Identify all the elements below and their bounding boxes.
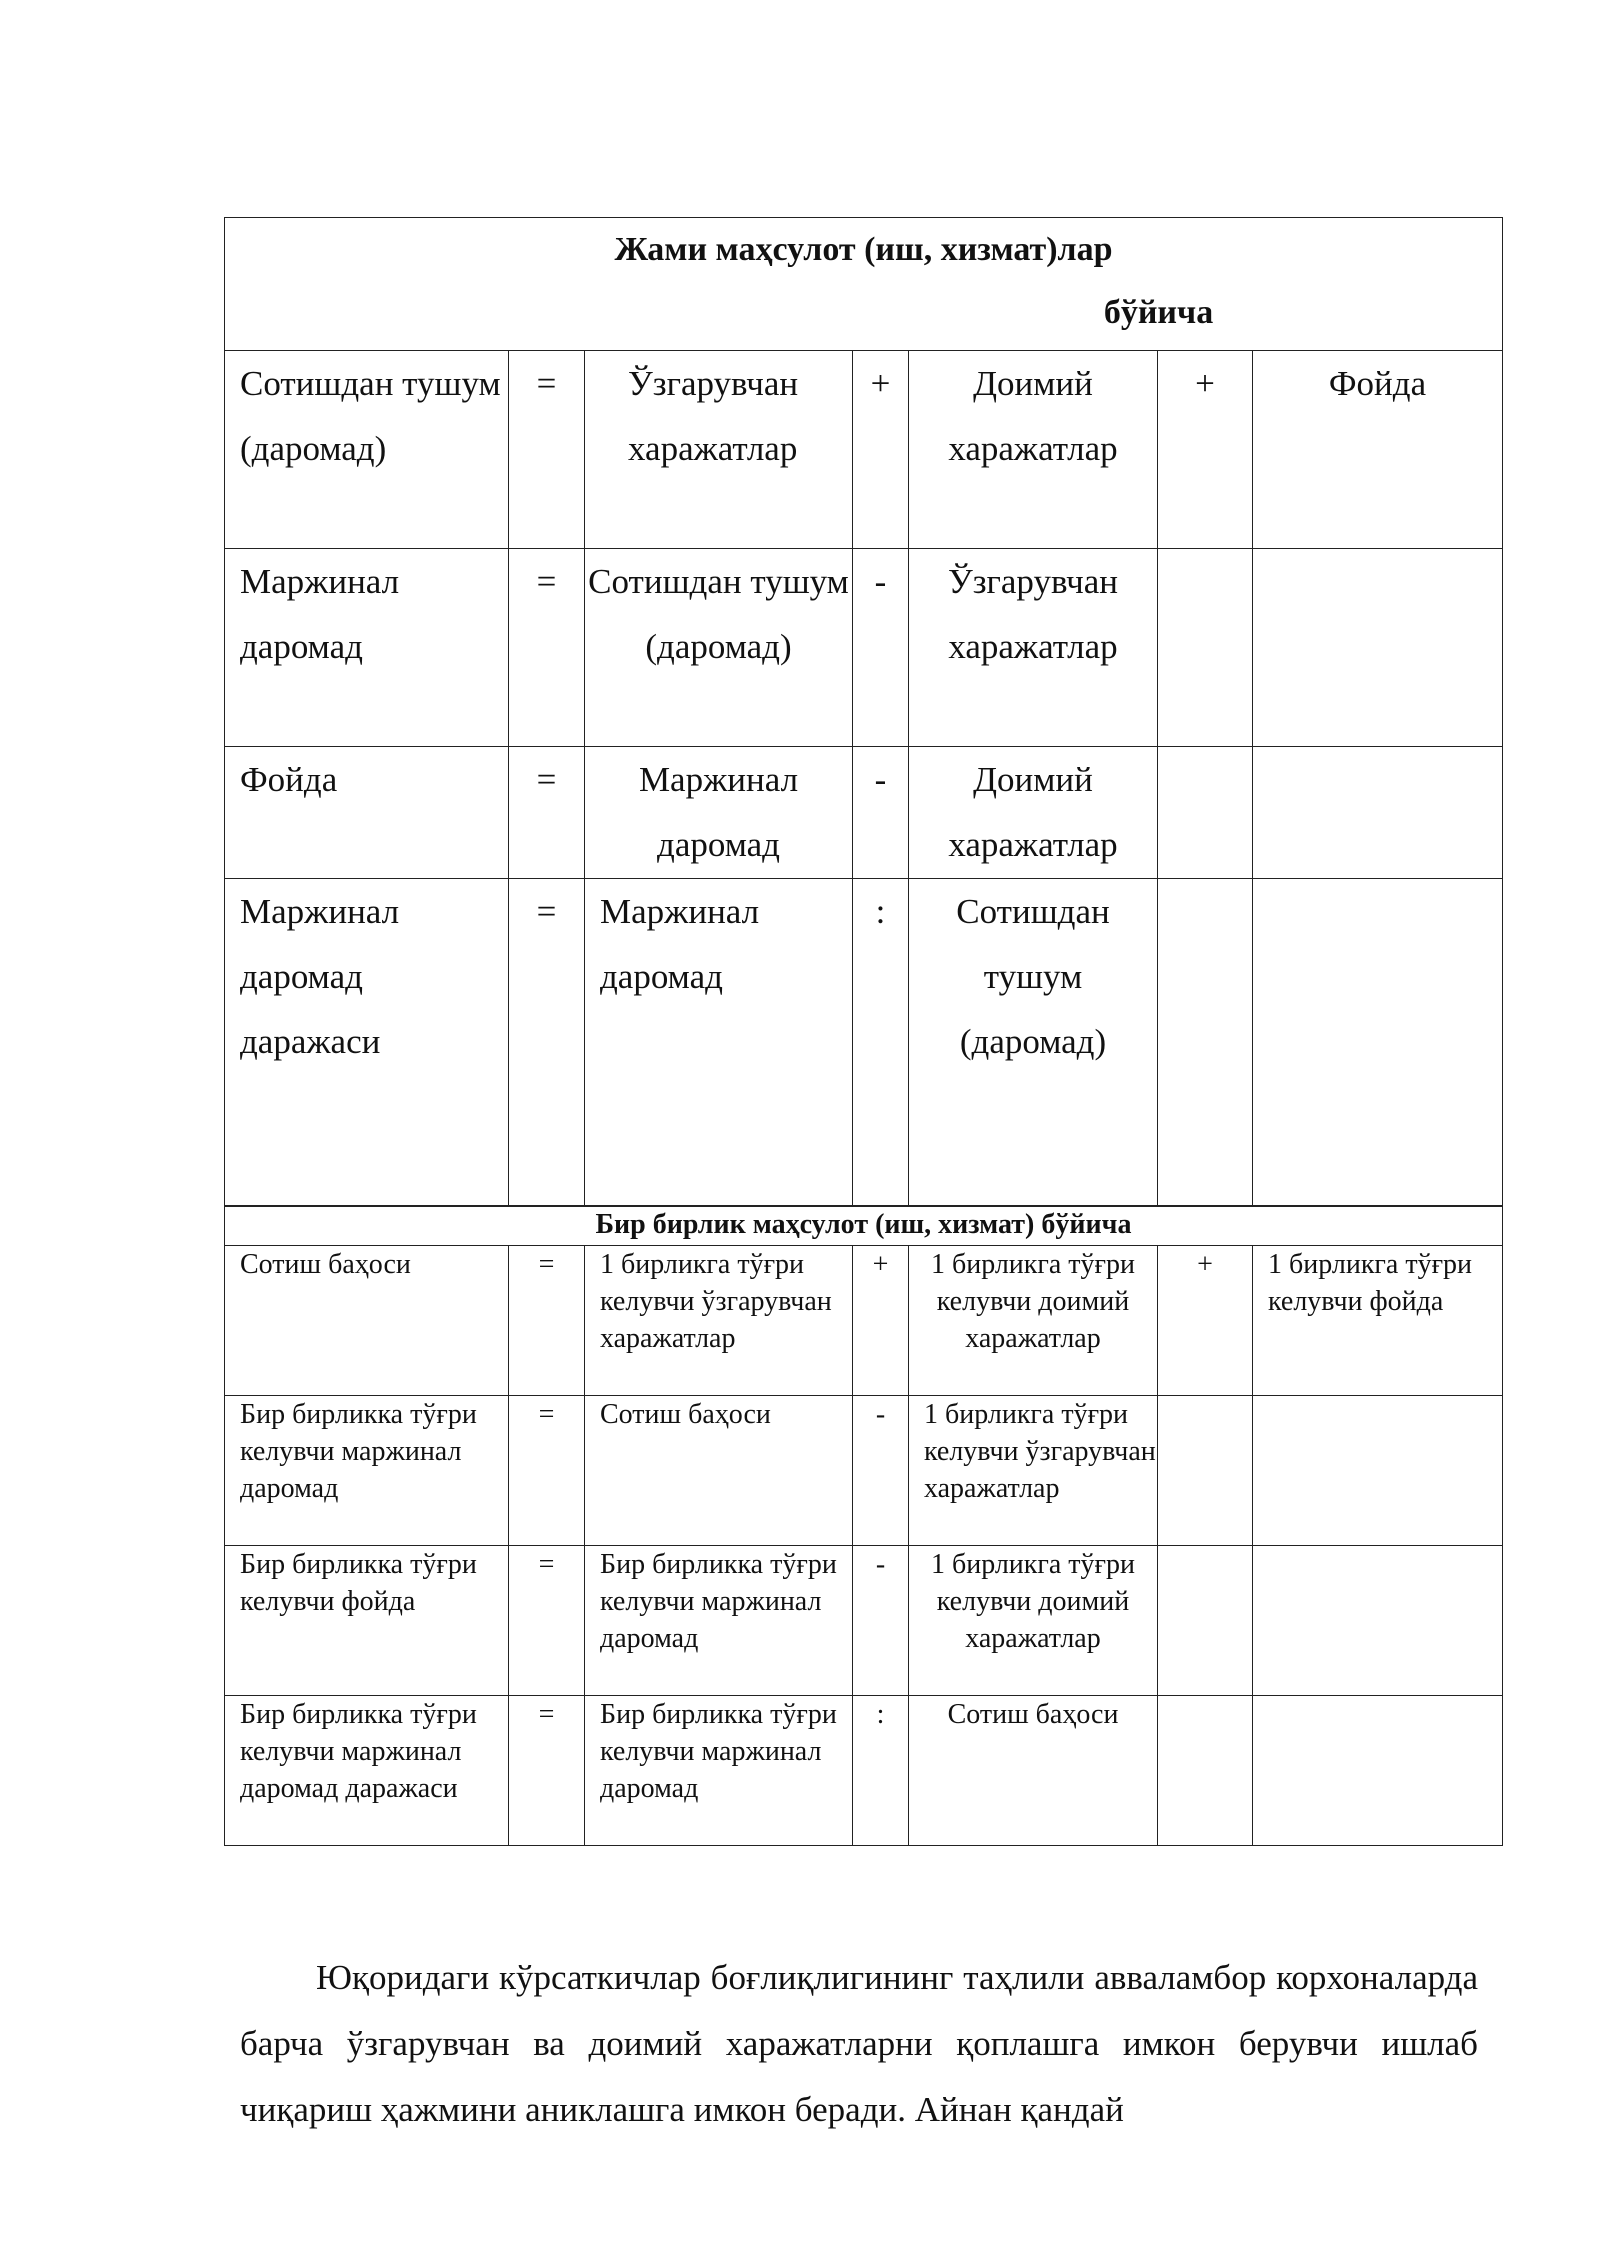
formula-term [1253,1396,1503,1546]
formula-operator: : [853,1696,909,1846]
formula-term: Бир бирликка тўғри келувчи маржинал даромад [585,1696,853,1846]
formula-term: Ўзгарувчан харажатлар [909,549,1158,747]
totals-table-title [225,218,1503,351]
formula-term: Сотиш баҳоси [909,1696,1158,1846]
formula-operator: = [509,1396,585,1546]
formula-term: Фойда [1253,351,1503,549]
formula-operator: - [853,1546,909,1696]
formula-operator: = [509,879,585,1207]
formula-operator: = [509,1696,585,1846]
formula-term: Бир бирликка тўғри келувчи фойда [225,1546,509,1696]
formula-operator: + [1158,1246,1253,1396]
formula-operator: + [1158,351,1253,549]
formula-term: 1 бирликга тўғри келувчи фойда [1253,1246,1503,1396]
formula-term: Фойда [225,747,509,879]
formula-term [1253,879,1503,1207]
formula-term: Доимий харажатлар [909,351,1158,549]
formula-operator: = [509,351,585,549]
formula-term: Сотишдан тушум (даромад) [225,351,509,549]
table-row [225,879,1503,1207]
formula-term: 1 бирликга тўғри келувчи ўзгарувчан харажатлар [585,1246,853,1396]
formula-term: Маржинал даромад [585,879,853,1207]
formula-operator [1158,549,1253,747]
formula-term: Бир бирликка тўғри келувчи маржинал даромад [585,1546,853,1696]
totals-table-title-line1: Жами маҳсулот (иш, хизмат)лар [614,231,1113,268]
formula-operator: - [853,549,909,747]
formula-operator: : [853,879,909,1207]
formula-operator: + [853,351,909,549]
formula-term: Сотишдан тушум (даромад) [585,549,853,747]
per-unit-formula-table [224,1205,1503,1846]
formula-operator: = [509,1546,585,1696]
table-row [225,351,1503,549]
body-paragraph: Юқоридаги кўрсаткичлар боғлиқлигининг таҳлили авваламбор корхоналарда барча ўзгарувчан ва доимий харажатларни қоплашга имкон берувчи ишлаб чиқариш ҳажмини аниклашга имкон беради. Айнан қандай [240,1958,1478,2129]
totals-table-title-line2: бўйича [1103,294,1214,331]
table-row [225,1546,1503,1696]
formula-term: Маржинал даромад [225,549,509,747]
formula-term: Ўзгарувчан харажатлар [585,351,853,549]
per-unit-table-title: Бир бирлик маҳсулот (иш, хизмат) бўйича [225,1206,1503,1246]
table-row [225,549,1503,747]
formula-operator: - [853,747,909,879]
formula-term: Бир бирликка тўғри келувчи маржинал даромад даражаси [225,1696,509,1846]
formula-term: Доимий харажатлар [909,747,1158,879]
totals-formula-table [224,217,1503,1207]
formula-term: 1 бирликга тўғри келувчи доимий харажатлар [909,1246,1158,1396]
table-row [225,1246,1503,1396]
formula-term: Маржинал даромад [585,747,853,879]
formula-operator [1158,1396,1253,1546]
formula-operator [1158,879,1253,1207]
formula-operator: = [509,1246,585,1396]
formula-term [1253,1546,1503,1696]
formula-term: Бир бирликка тўғри келувчи маржинал даромад [225,1396,509,1546]
formula-operator [1158,1696,1253,1846]
table-row [225,1396,1503,1546]
formula-operator: - [853,1396,909,1546]
formula-term: 1 бирликга тўғри келувчи доимий харажатлар [909,1546,1158,1696]
formula-operator [1158,747,1253,879]
formula-operator: + [853,1246,909,1396]
formula-operator: = [509,549,585,747]
formula-term: Маржинал даромад даражаси [225,879,509,1207]
formula-term: Сотиш баҳоси [225,1246,509,1396]
table-row [225,747,1503,879]
formula-term: Сотишдан тушум (даромад) [909,879,1158,1207]
formula-term: 1 бирликга тўғри келувчи ўзгарувчан харажатлар [909,1396,1158,1546]
formula-term [1253,1696,1503,1846]
formula-term [1253,747,1503,879]
table-row [225,1696,1503,1846]
formula-operator: = [509,747,585,879]
formula-term: Сотиш баҳоси [585,1396,853,1546]
formula-operator [1158,1546,1253,1696]
formula-term [1253,549,1503,747]
